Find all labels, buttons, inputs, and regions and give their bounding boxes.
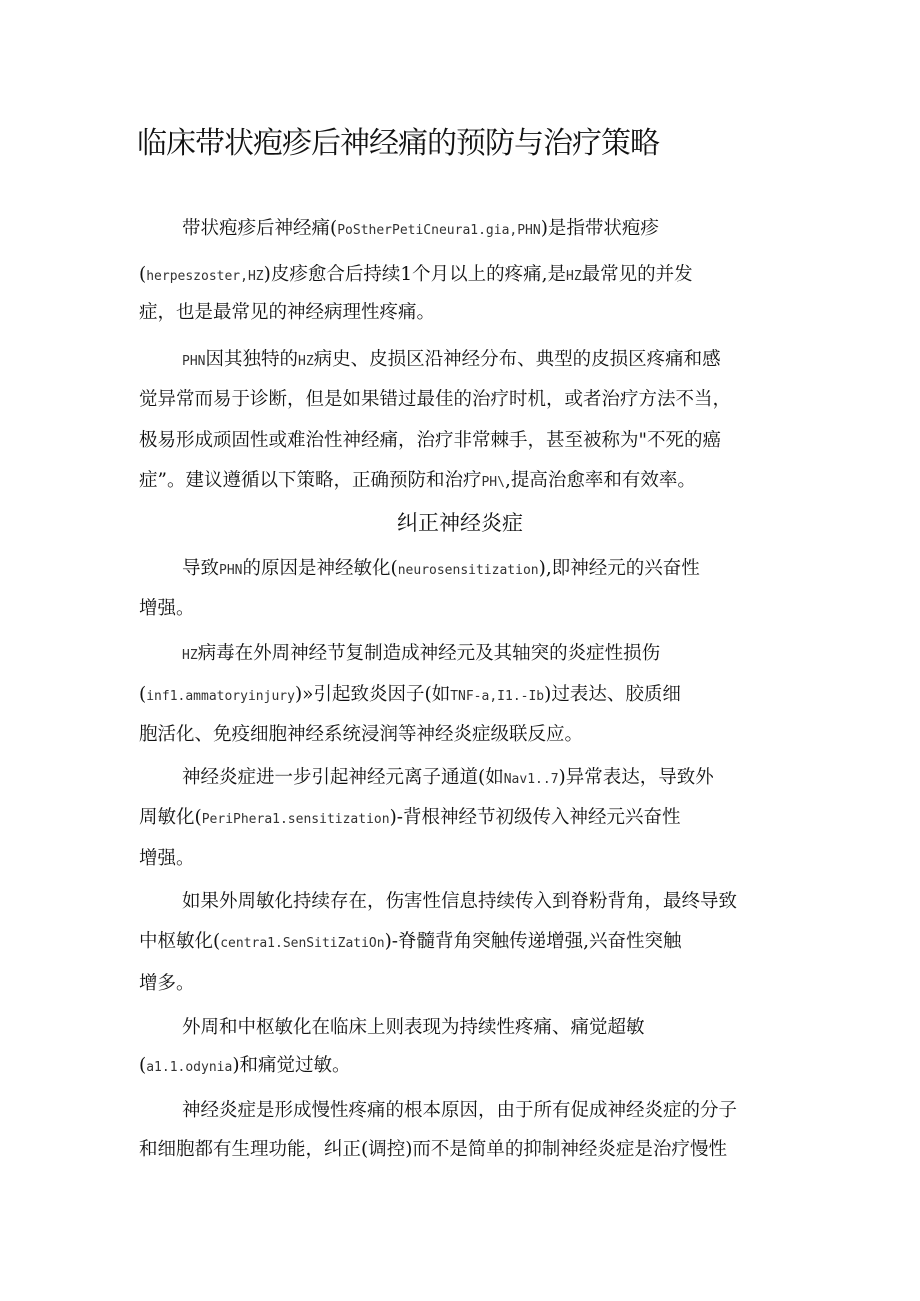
- text-line: 症，也是最常见的神经病理性疼痛。: [139, 302, 436, 323]
- text-line: 觉异常而易于诊断，但是如果错过最佳的治疗时机，或者治疗方法不当，: [139, 389, 732, 410]
- text-line: 增多。: [139, 973, 195, 994]
- text-line: 中枢敏化(centra1.SenSitiZatiOn)-脊髓背角突触传递增强,兴奋性突触: [139, 931, 682, 952]
- text-line: (herpeszoster,HZ)皮疹愈合后持续1个月以上的疼痛,是HZ最常见的并发: [139, 264, 693, 285]
- text-line: 胞活化、免疫细胞神经系统浸润等神经炎症级联反应。: [139, 724, 584, 745]
- text-line: 外周和中枢敏化在临床上则表现为持续性疼痛、痛觉超敏: [182, 1017, 645, 1038]
- text-line: 周敏化(PeriPhera1.sensitization)-背根神经节初级传入神经元兴奋性: [139, 807, 681, 828]
- text-line: (a1.1.odynia)和痛觉过敏。: [139, 1055, 351, 1076]
- text-line: 极易形成顽固性或难治性神经痛，治疗非常棘手，甚至被称为"不死的癌: [139, 430, 722, 451]
- text-line: 神经炎症进一步引起神经元离子通道(如Nav1..7)异常表达，导致外: [182, 767, 714, 788]
- text-line: (inf1.ammatoryinjury)»引起致炎因子(如TNF-a,I1.-Ib)过表达、胶质细: [139, 684, 681, 705]
- text-line: 和细胞都有生理功能，纠正(调控)而不是简单的抑制神经炎症是治疗慢性: [139, 1139, 727, 1160]
- text-line: 带状疱疹后神经痛(PoStherPetiCneura1.gia,PHN)是指带状疱疹: [182, 218, 659, 239]
- text-line: HZ病毒在外周神经节复制造成神经元及其轴突的炎症性损伤: [182, 643, 661, 664]
- document-title: 临床带状疱疹后神经痛的预防与治疗策略: [137, 126, 659, 161]
- text-line: 神经炎症是形成慢性疼痛的根本原因，由于所有促成神经炎症的分子: [182, 1100, 738, 1121]
- section-heading: 纠正神经炎症: [397, 511, 523, 535]
- text-line: PHN因其独特的HZ病史、皮损区沿神经分布、典型的皮损区疼痛和感: [182, 349, 721, 370]
- text-line: 增强。: [139, 848, 195, 869]
- text-line: 增强。: [139, 598, 195, 619]
- text-line: 导致PHN的原因是神经敏化(neurosensitization),即神经元的兴奋性: [182, 558, 700, 579]
- text-line: 如果外周敏化持续存在，伤害性信息持续传入到脊粉背角，最终导致: [182, 891, 738, 912]
- text-line: 症”。建议遵循以下策略，正确预防和治疗PH\,提高治愈率和有效率。: [139, 470, 696, 491]
